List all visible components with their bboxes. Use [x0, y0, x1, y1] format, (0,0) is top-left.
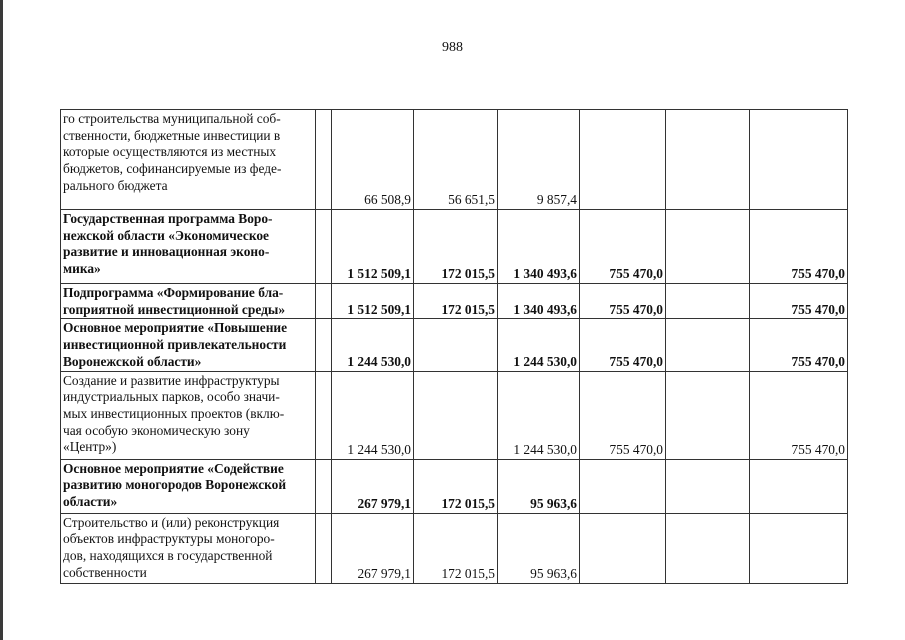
row-name-line: индустриальных парков, особо значи- — [63, 389, 280, 405]
value-cell-col-5 — [580, 513, 666, 583]
value-cell-col-4: 1 340 493,6 — [498, 210, 580, 284]
row-name-line: Основное мероприятие «Повышение — [63, 320, 288, 336]
value-cell-col-7: 755 470,0 — [750, 284, 848, 319]
value-cell-col-6 — [666, 459, 750, 513]
value-cell-col-2: 1 512 509,1 — [332, 210, 414, 284]
value-cell-col-6 — [666, 513, 750, 583]
value-cell-col-3: 172 015,5 — [414, 284, 498, 319]
row-name-cell — [61, 110, 316, 210]
value-cell-col-1 — [316, 284, 332, 319]
row-name-line: Создание и развитие инфраструктуры — [63, 372, 280, 388]
value-cell-col-2: 1 244 530,0 — [332, 371, 414, 459]
value-cell-col-7: 755 470,0 — [750, 210, 848, 284]
value-cell-col-3 — [414, 319, 498, 371]
value-cell-col-5: 755 470,0 — [580, 210, 666, 284]
value-cell-col-2: 1 244 530,0 — [332, 319, 414, 371]
value-cell-col-1 — [316, 110, 332, 210]
value-cell-col-3 — [414, 371, 498, 459]
row-name-line: инвестиционной привлекательности — [63, 337, 287, 353]
row-name-line: Государственная программа Воро- — [63, 211, 273, 226]
value-cell-col-2: 267 979,1 — [332, 513, 414, 583]
value-cell-col-6 — [666, 284, 750, 319]
value-cell-col-5 — [580, 110, 666, 210]
value-cell-col-3: 56 651,5 — [414, 110, 498, 210]
row-name-line: чая особую экономическую зону — [63, 422, 250, 438]
table-row — [61, 513, 848, 583]
value-cell-col-3: 172 015,5 — [414, 210, 498, 284]
row-name-line: ственности, бюджетные инвестиции в — [63, 127, 281, 143]
value-cell-col-4: 9 857,4 — [498, 110, 580, 210]
value-cell-col-5: 755 470,0 — [580, 284, 666, 319]
value-cell-col-3: 172 015,5 — [414, 513, 498, 583]
row-name-line: развитие и инновационная эконо- — [63, 244, 270, 260]
value-cell-col-6 — [666, 371, 750, 459]
row-name-line: нежской области «Экономическое — [63, 227, 269, 243]
budget-table — [60, 109, 848, 584]
row-name-cell — [61, 210, 316, 284]
value-cell-col-6 — [666, 210, 750, 284]
table-row — [61, 110, 848, 210]
value-cell-col-1 — [316, 371, 332, 459]
value-cell-col-2: 1 512 509,1 — [332, 284, 414, 319]
row-name-line: области» — [63, 493, 118, 509]
table-row — [61, 210, 848, 284]
value-cell-col-7 — [750, 110, 848, 210]
value-cell-col-4: 1 244 530,0 — [498, 319, 580, 371]
row-name-line: мых инвестиционных проектов (вклю- — [63, 405, 285, 421]
value-cell-col-4: 95 963,6 — [498, 513, 580, 583]
row-name-line: Воронежской области» — [63, 353, 202, 369]
table-row — [61, 284, 848, 319]
row-name-line: объектов инфраструктуры моногоро- — [63, 531, 275, 547]
value-cell-col-2: 66 508,9 — [332, 110, 414, 210]
value-cell-col-5 — [580, 459, 666, 513]
value-cell-col-4: 1 340 493,6 — [498, 284, 580, 319]
value-cell-col-7: 755 470,0 — [750, 319, 848, 371]
row-name-cell — [61, 371, 316, 459]
value-cell-col-1 — [316, 513, 332, 583]
value-cell-col-7 — [750, 459, 848, 513]
row-name-line: Основное мероприятие «Содействие — [63, 460, 284, 476]
value-cell-col-6 — [666, 110, 750, 210]
value-cell-col-7: 755 470,0 — [750, 371, 848, 459]
row-name-line: дов, находящихся в государственной — [63, 547, 273, 563]
page-number: 988 — [442, 40, 463, 55]
row-name-line: рального бюджета — [63, 177, 168, 193]
value-cell-col-7 — [750, 513, 848, 583]
value-cell-col-4: 95 963,6 — [498, 459, 580, 513]
value-cell-col-5: 755 470,0 — [580, 371, 666, 459]
row-name-line: бюджетов, софинансируемые из феде- — [63, 161, 282, 177]
value-cell-col-1 — [316, 319, 332, 371]
page-left-edge — [0, 0, 3, 640]
table-row — [61, 371, 848, 459]
value-cell-col-6 — [666, 319, 750, 371]
row-name-line: развитию моногородов Воронежской — [63, 477, 287, 493]
row-name-cell — [61, 513, 316, 583]
row-name-line: собственности — [63, 564, 147, 580]
table-row — [61, 459, 848, 513]
row-name-line: мика» — [63, 261, 101, 277]
row-name-line: которые осуществляются из местных — [63, 144, 277, 160]
row-name-cell — [61, 284, 316, 319]
table-body — [61, 110, 848, 584]
row-name-cell — [61, 319, 316, 371]
value-cell-col-1 — [316, 459, 332, 513]
row-name-line: Строительство и (или) реконструкция — [63, 514, 280, 530]
row-name-line: го строительства муниципальной соб- — [63, 111, 281, 126]
value-cell-col-4: 1 244 530,0 — [498, 371, 580, 459]
row-name-line: гоприятной инвестиционной среды» — [63, 301, 286, 317]
value-cell-col-1 — [316, 210, 332, 284]
value-cell-col-3: 172 015,5 — [414, 459, 498, 513]
value-cell-col-5: 755 470,0 — [580, 319, 666, 371]
table-row — [61, 319, 848, 371]
row-name-line: Подпрограмма «Формирование бла- — [63, 285, 284, 300]
row-name-cell — [61, 459, 316, 513]
value-cell-col-2: 267 979,1 — [332, 459, 414, 513]
row-name-line: «Центр») — [63, 439, 117, 455]
